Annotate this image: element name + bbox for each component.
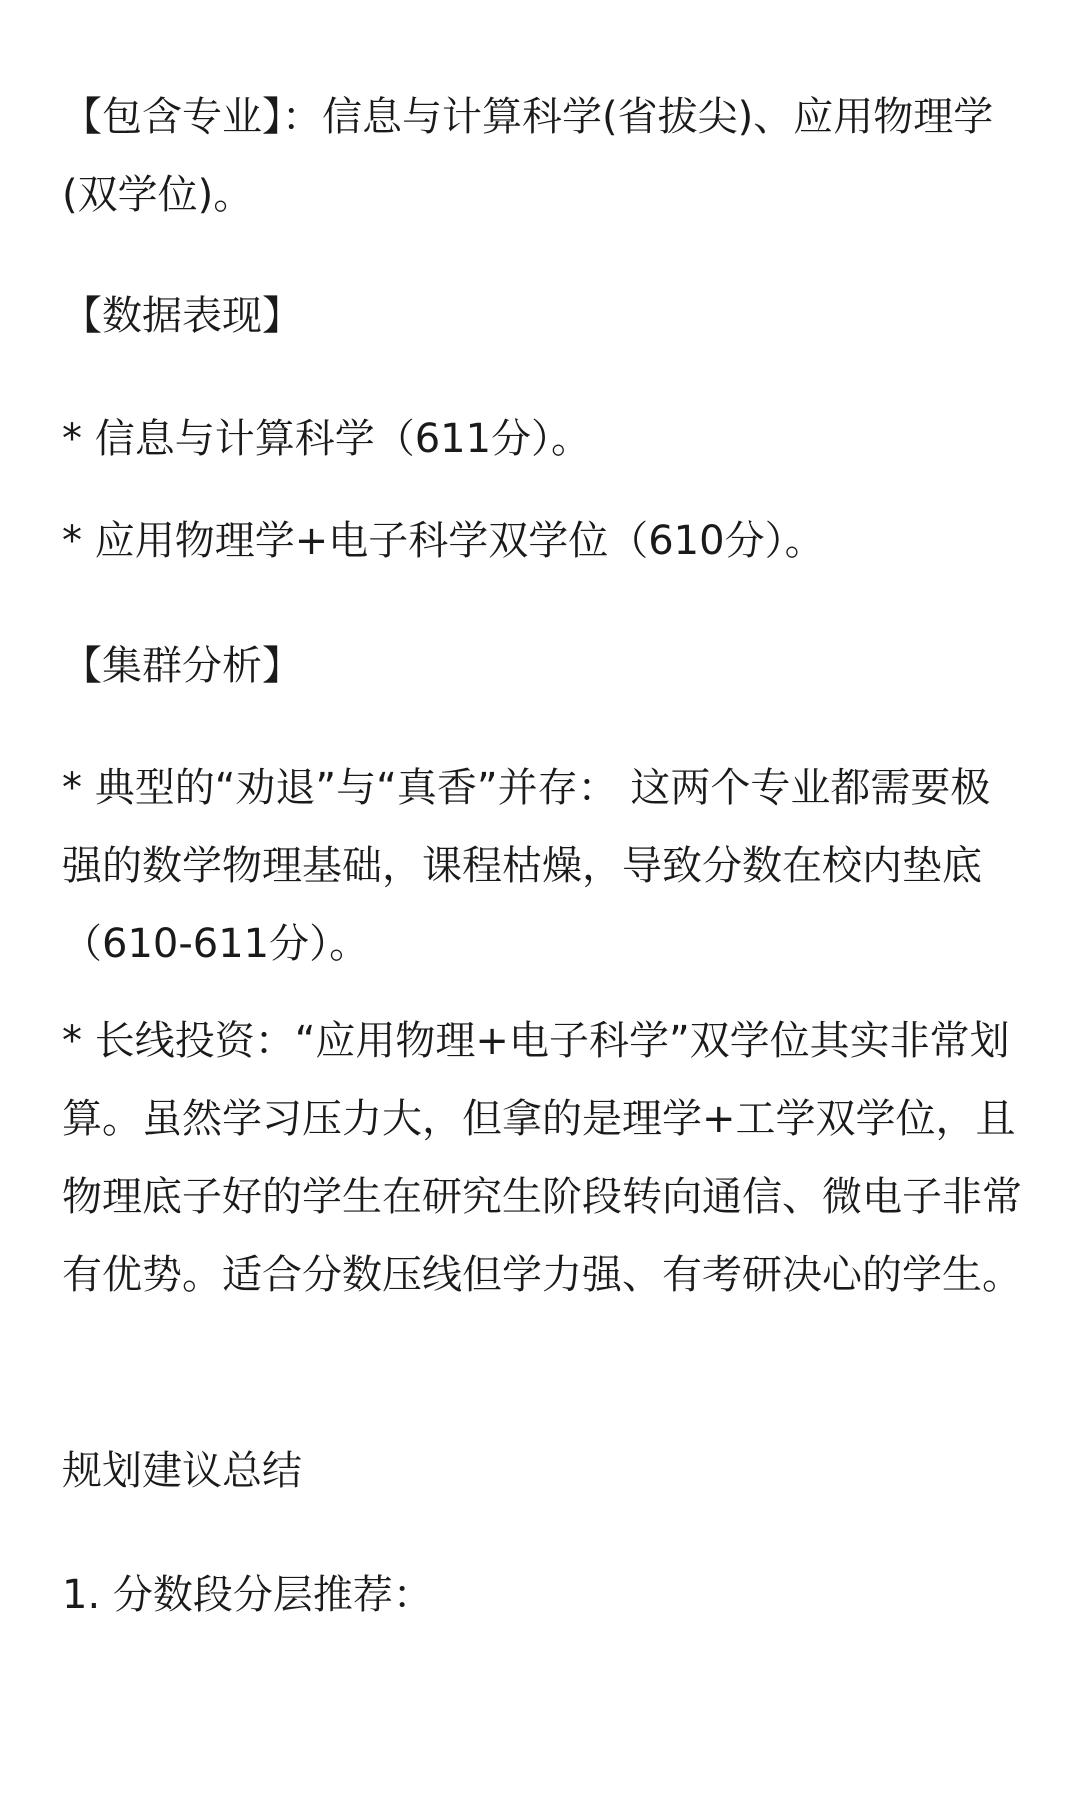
majors-paragraph: 【包含专业】：信息与计算科学(省拔尖)、应用物理学(双学位)。 <box>62 94 994 218</box>
data-heading: 【数据表现】 <box>62 293 302 339</box>
cluster-item-2: * 长线投资：“应用物理+电子科学”双学位其实非常划算。虽然学习压力大，但拿的是理学+工学双学位，且物理底子好的学生在研究生阶段转向通信、微电子非常有优势。适合分数压线但学力强、有考研决心的学生。 <box>62 1018 1022 1298</box>
data-item-2: * 应用物理学+电子科学双学位（610分）。 <box>62 518 825 564</box>
cluster-heading: 【集群分析】 <box>62 643 302 689</box>
summary-heading: 规划建议总结 <box>62 1448 302 1494</box>
data-item-1: * 信息与计算科学（611分）。 <box>62 416 592 462</box>
summary-item-1: 1. 分数段分层推荐： <box>62 1572 433 1618</box>
cluster-item-1: * 典型的“劝退”与“真香”并存： 这两个专业都需要极强的数学物理基础，课程枯燥，导致分数在校内垫底（610-611分）。 <box>62 765 991 967</box>
